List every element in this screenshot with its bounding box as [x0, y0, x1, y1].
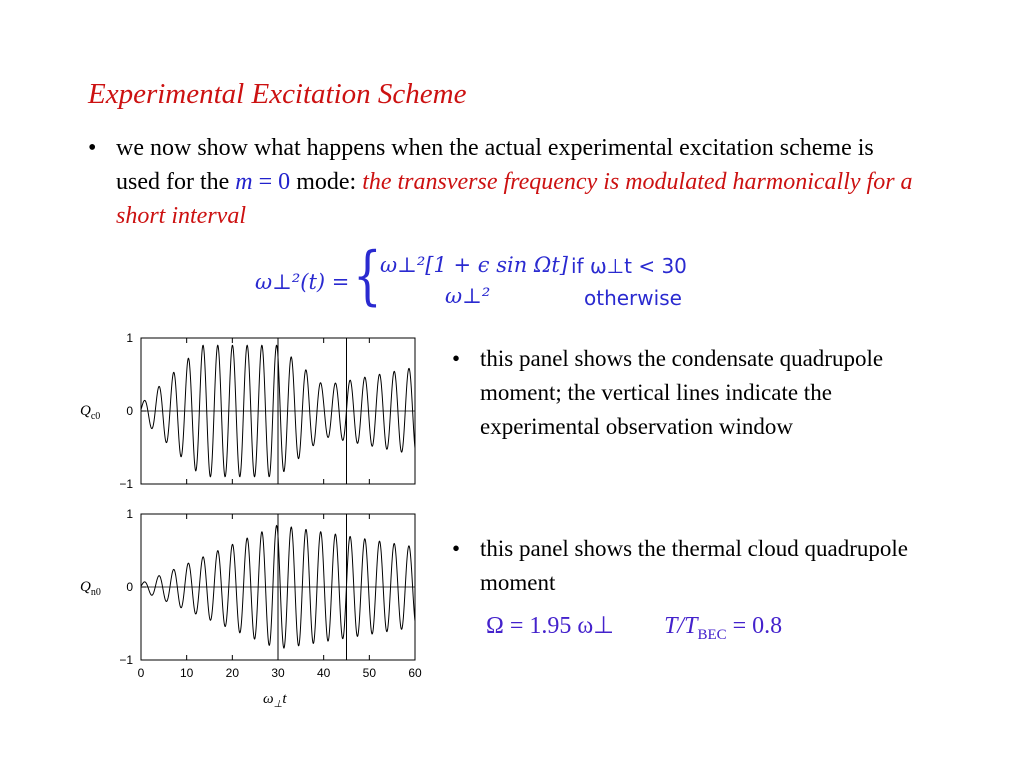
plot2-xtick-label: 50: [362, 666, 377, 680]
quadrupole-plots: [75, 328, 435, 718]
plot1-ytick-label: 1: [126, 331, 133, 345]
side-bullet-2-text: this panel shows the thermal cloud quadrupole moment: [480, 536, 908, 595]
formula-case2-expr: ω⊥²: [445, 284, 491, 308]
main-text-emphasis: the transverse frequency is modulated harmonically for a short interval: [116, 169, 913, 229]
slide-title: Experimental Excitation Scheme: [88, 78, 467, 110]
plot1-ytick-label: −1: [119, 477, 133, 491]
bullet-marker: •: [452, 346, 461, 371]
omega-param: Ω = 1.95 ω⊥: [486, 613, 615, 639]
formula-brace: {: [353, 239, 382, 313]
plot1-ytick-label: 0: [126, 404, 133, 418]
plot2-ylabel: $Q_{n0}$: [80, 579, 101, 598]
formula-case1-expr: ω⊥²[1 + ϵ sin Ωt]: [380, 253, 568, 277]
plots-figure: [75, 328, 435, 718]
plot2-xtick-label: 40: [316, 666, 331, 680]
plot2-ytick-label: 1: [126, 507, 133, 521]
main-text-mid: mode:: [290, 169, 363, 195]
main-text-pre: we now show what happens when the actual experimental excitation scheme is used for the: [116, 135, 874, 195]
plot2-xtick-label: 30: [271, 666, 285, 680]
main-bullet-text: [116, 131, 916, 233]
m-variable: m = 0: [235, 169, 291, 195]
bullet-marker: •: [88, 135, 97, 161]
plot2-xtick-label: 60: [408, 666, 422, 680]
plot1-ylabel: $Q_{c0}$: [80, 403, 101, 422]
formula-case2-cond: otherwise: [584, 286, 682, 310]
parameters: [486, 611, 782, 644]
plot2-xtick-label: 10: [179, 666, 194, 680]
frequency-formula: [255, 239, 715, 320]
plot2-xlabel: $\omega_\perp t$: [263, 691, 287, 710]
temperature-param: $T/T_{BEC} = 0.8$: [664, 613, 783, 643]
plot2-xtick-label: 20: [225, 666, 240, 680]
plot2-ytick-label: −1: [119, 653, 133, 667]
plot2-ytick-label: 0: [126, 580, 133, 594]
plot2-xtick-label: 0: [137, 666, 145, 680]
bullet-marker: •: [452, 536, 461, 561]
formula-lhs: ω⊥²(t) =: [255, 270, 350, 294]
side-bullet-1-text: this panel shows the condensate quadrupole moment; the vertical lines indicate the experimental observation window: [480, 346, 884, 439]
formula-case1-cond: if ω⊥t < 30: [571, 254, 687, 278]
